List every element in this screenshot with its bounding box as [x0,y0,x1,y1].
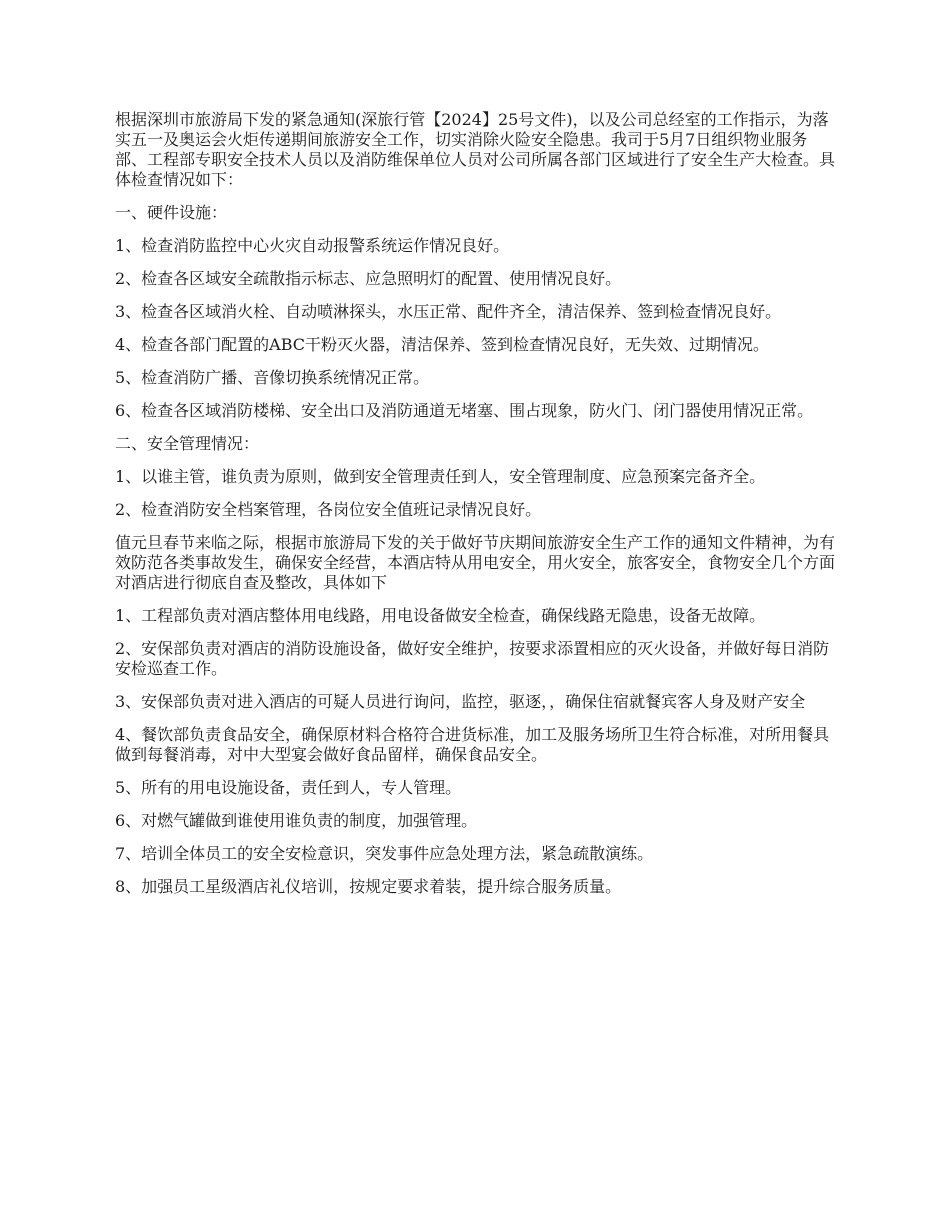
list-item: 8、加强员工星级酒店礼仪培训，按规定要求着装，提升综合服务质量。 [115,877,622,896]
list-item: 6、对燃气罐做到谁使用谁负责的制度，加强管理。 [115,811,478,830]
list-item: 5、所有的用电设施设备，责任到人，专人管理。 [115,778,462,797]
list-item: 5、检查消防广播、音像切换系统情况正常。 [115,368,430,387]
list-item: 3、安保部负责对进入酒店的可疑人员进行询问，监控，驱逐，，确保住宿就餐宾客人身及财产安全 [115,692,806,711]
list-item: 4、餐饮部负责食品安全，确保原材料合格符合进货标准，加工及服务场所卫生符合标准，对所用餐具做到每餐消毒，对中大型宴会做好食品留样，确保食品安全。 [115,725,830,764]
document-body [115,110,835,910]
list-item: 1、工程部负责对酒店整体用电线路，用电设备做安全检查，确保线路无隐患，设备无故障。 [115,606,766,625]
section-heading-hardware: 一、硬件设施： [115,203,228,222]
list-item: 2、检查消防安全档案管理，各岗位安全值班记录情况良好。 [115,500,542,519]
list-item: 7、培训全体员工的安全安检意识，突发事件应急处理方法，紧急疏散演练。 [115,844,654,863]
list-item: 1、以谁主管，谁负责为原则，做到安全管理责任到人，安全管理制度、应急预案完备齐全。 [115,467,766,486]
list-item: 4、检查各部门配置的ABC干粉灭火器，清洁保养、签到检查情况良好，无失效、过期情况。 [115,335,770,354]
list-item: 3、检查各区域消火栓、自动喷淋探头，水压正常、配件齐全，清洁保养、签到检查情况良好。 [115,302,782,321]
list-item: 6、检查各区域消防楼梯、安全出口及消防通道无堵塞、围占现象，防火门、闭门器使用情况正常。 [115,401,814,420]
list-item: 2、检查各区域安全疏散指示标志、应急照明灯的配置、使用情况良好。 [115,269,622,288]
list-item: 2、安保部负责对酒店的消防设施设备，做好安全维护，按要求添置相应的灭火设备，并做好每日消防安检巡查工作。 [115,639,830,678]
list-item: 1、检查消防监控中心火灾自动报警系统运作情况良好。 [115,236,510,255]
section-heading-management: 二、安全管理情况： [115,434,260,453]
holiday-intro-paragraph: 值元旦春节来临之际，根据市旅游局下发的关于做好节庆期间旅游安全生产工作的通知文件精神，为有效防范各类事故发生，确保安全经营，本酒店特从用电安全，用火安全，旅客安全，食物安全几个方面对酒店进行彻底自查及整改，具体如下 [115,533,836,592]
intro-paragraph: 根据深圳市旅游局下发的紧急通知(深旅行管【2024】25号文件)，以及公司总经室的工作指示，为落实五一及奥运会火炬传递期间旅游安全工作，切实消除火险安全隐患。我司于5月7日组织物业服务部、工程部专职安全技术人员以及消防维保单位人员对公司所属各部门区域进行了安全生产大检查。具体检查情况如下： [115,110,836,189]
